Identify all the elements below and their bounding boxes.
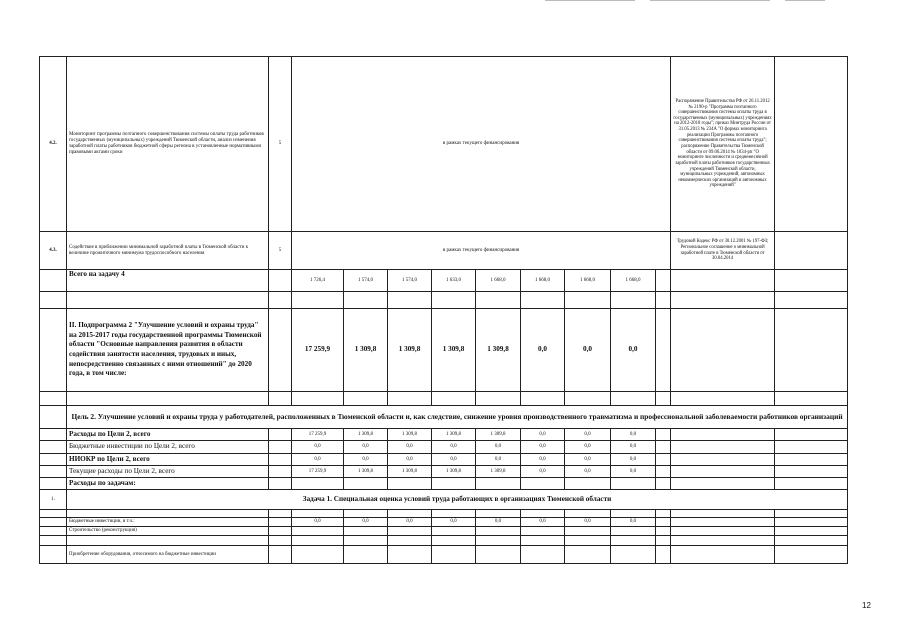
value-cell: 0,0 — [388, 454, 432, 466]
task-title: Задача 1. Специальная оценка условий труда работающих в организациях Тюменской области — [67, 490, 848, 510]
row-label: Строительство (реконструкция) — [67, 527, 269, 536]
value-cell: 1 668,0 — [521, 270, 565, 292]
row-label: Приобретение оборудования, относимого на бюджетные инвестиции — [67, 546, 269, 564]
table-row — [40, 518, 848, 527]
value-cell: 0,0 — [476, 454, 521, 466]
value-cell: 0,0 — [292, 518, 344, 527]
row-number: 4.3. — [40, 232, 67, 270]
task-total-row — [40, 270, 848, 292]
value-cell: 1 309,8 — [476, 429, 521, 441]
table-row — [40, 429, 848, 441]
subprogram-title: II. Подпрограмма 2 "Улучшение условий и охраны труда" на 2015-2017 годы государственной программы Тюменской области "Основные направления развития в области содействия занятости населения, трудовых и иных, непосредственно связанных с ними отношений" до 2020 года, в том числе: — [67, 309, 269, 392]
value-cell: 1 309,8 — [432, 309, 476, 392]
row-label: Бюджетные инвестиции, в т.ч.: — [67, 518, 269, 527]
value-cell: 0,0 — [611, 429, 656, 441]
value-cell: 1 309,8 — [432, 429, 476, 441]
task-number: 1. — [40, 490, 67, 510]
goal-title: Цель 2. Улучшение условий и охраны труда у работодателей, расположенных в Тюменской области и, как следствие, снижение уровня производственного травматизма и профессиональной заболеваемости работников организаций — [67, 406, 848, 429]
task-row — [40, 490, 848, 510]
table-row — [40, 441, 848, 454]
value-cell: 0,0 — [432, 441, 476, 454]
value-cell: 0,0 — [388, 518, 432, 527]
value-cell: 0,0 — [565, 309, 611, 392]
row-code: 5 — [269, 232, 292, 270]
value-cell: 1 309,8 — [344, 309, 388, 392]
table-row — [40, 454, 848, 466]
table-row — [40, 527, 848, 536]
value-cell: 0,0 — [521, 518, 565, 527]
value-cell: 1 309,8 — [432, 466, 476, 478]
value-cell: 0,0 — [521, 429, 565, 441]
page-number: 12 — [862, 601, 871, 610]
value-cell: 0,0 — [388, 441, 432, 454]
table-row — [40, 478, 848, 490]
value-cell: 0,0 — [432, 454, 476, 466]
value-cell: 1 574,0 — [344, 270, 388, 292]
value-cell: 0,0 — [344, 518, 388, 527]
row-description: Содействие в приближении минимальной заработной платы в Тюменской области к величине прожиточного минимума трудоспособного населения — [67, 232, 269, 270]
row-label: Текущие расходы по Цели 2, всего — [67, 466, 269, 478]
row-label: Бюджетные инвестиции по Цели 2, всего — [67, 441, 269, 454]
value-cell: 0,0 — [344, 454, 388, 466]
value-cell: 0,0 — [565, 429, 611, 441]
row-description: Мониторинг программы поэтапного совершенствования системы оплаты труда работников государственных (муниципальных) учреждений Тюменской области, анализ изменения заработной платы работников бюджетной сферы региона в установленные нормативными правовыми актами сроки — [67, 57, 269, 232]
value-cell: 1 309,8 — [476, 309, 521, 392]
value-cell: 17 259,9 — [292, 466, 344, 478]
legal-basis: Трудовой Кодекс РФ от 30.12.2001 № 197-ФЗ; Региональное соглашение о минимальной заработной плате в Тюменской области от 30.04.2014 — [671, 232, 775, 270]
tasks-label: Расходы по задачам: — [67, 478, 269, 490]
table-row — [40, 57, 848, 232]
financing-note: в рамках текущего финансирования — [292, 232, 671, 270]
value-cell: 0,0 — [476, 441, 521, 454]
value-cell: 1 574,0 — [388, 270, 432, 292]
goal-row — [40, 406, 848, 429]
value-cell: 1 668,0 — [611, 270, 656, 292]
value-cell: 1 309,8 — [344, 429, 388, 441]
table-row — [40, 232, 848, 270]
value-cell: 1 309,8 — [344, 466, 388, 478]
scan-artifact — [0, 0, 905, 2]
row-label: Расходы по Цели 2, всего — [67, 429, 269, 441]
value-cell: 17 259,9 — [292, 429, 344, 441]
value-cell: 1 309,8 — [388, 309, 432, 392]
value-cell: 0,0 — [565, 441, 611, 454]
value-cell: 0,0 — [565, 454, 611, 466]
table-row — [40, 546, 848, 564]
value-cell: 0,0 — [521, 466, 565, 478]
row-label: НИОКР по Цели 2, всего — [67, 454, 269, 466]
subprogram-row — [40, 309, 848, 392]
value-cell: 1 726,4 — [292, 270, 344, 292]
value-cell: 1 309,8 — [476, 466, 521, 478]
value-cell: 0,0 — [611, 309, 656, 392]
row-number: 4.2. — [40, 57, 67, 232]
legal-basis: Распоряжение Правительства РФ от 26.11.2012 № 2190-р "Программа поэтапного совершенствования системы оплаты труда в государственных (муниципальных) учреждениях на 2012-2018 годы"; приказ Минтруда России от 31.05.2013 № 234А "О формах мониторинга реализации Программы поэтапного совершенствования системы оплаты труда"; распоряжение Правительства Тюменской области от 09.06.2014 № 1034-рп "О мониторинге численности и среднемесячной заработной платы работников государственных учреждений Тюменской области, муниципальных учреждений, автономных некоммерческих организаций и автономных учреждений" — [671, 57, 775, 232]
value-cell: 0,0 — [292, 454, 344, 466]
value-cell: 0,0 — [292, 441, 344, 454]
value-cell: 0,0 — [521, 454, 565, 466]
program-table — [39, 56, 848, 564]
value-cell: 0,0 — [521, 309, 565, 392]
value-cell: 0,0 — [611, 454, 656, 466]
value-cell: 0,0 — [521, 441, 565, 454]
value-cell: 0,0 — [565, 466, 611, 478]
value-cell: 1 668,0 — [476, 270, 521, 292]
value-cell: 1 309,8 — [388, 466, 432, 478]
value-cell: 0,0 — [565, 518, 611, 527]
task-total-label: Всего на задачу 4 — [67, 270, 269, 292]
financing-note: в рамках текущего финансирования — [292, 57, 671, 232]
row-code: 5 — [269, 57, 292, 232]
value-cell: 0,0 — [344, 441, 388, 454]
value-cell: 1 668,0 — [565, 270, 611, 292]
value-cell: 1 633,0 — [432, 270, 476, 292]
value-cell: 0,0 — [611, 518, 656, 527]
value-cell: 17 259,9 — [292, 309, 344, 392]
value-cell: 0,0 — [611, 466, 656, 478]
table-row — [40, 466, 848, 478]
value-cell: 0,0 — [432, 518, 476, 527]
value-cell: 0,0 — [611, 441, 656, 454]
value-cell: 1 309,8 — [388, 429, 432, 441]
value-cell: 0,0 — [476, 518, 521, 527]
